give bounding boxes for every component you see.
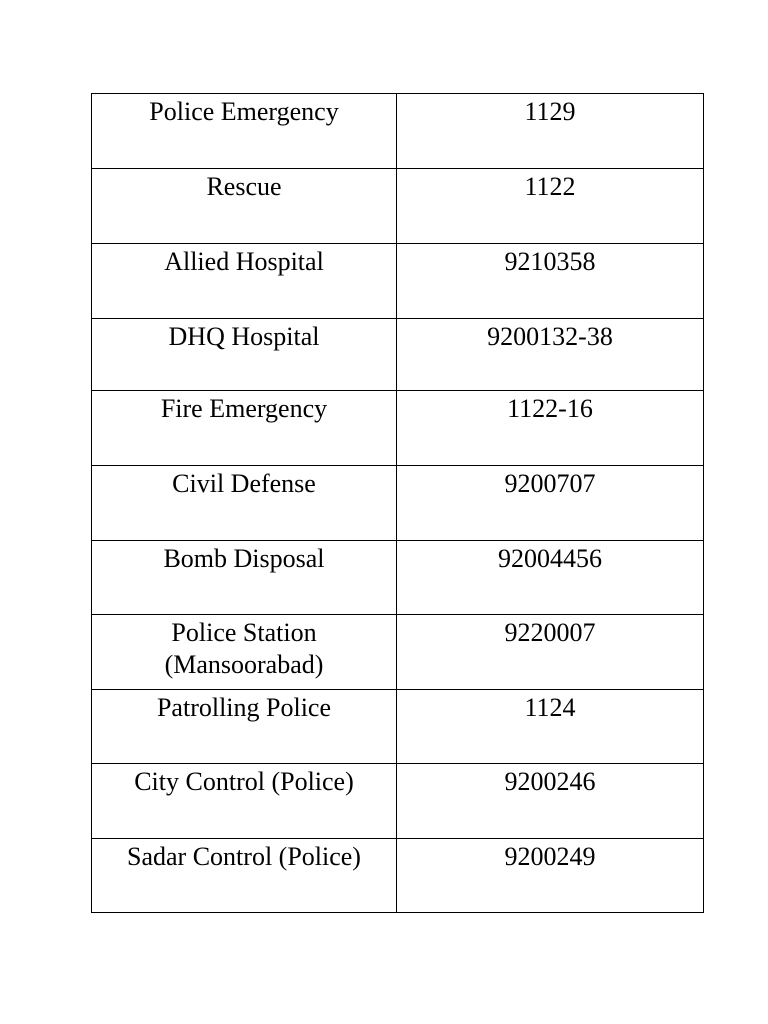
table-row (92, 169, 704, 244)
service-name-cell: DHQ Hospital (92, 319, 397, 391)
table-row (92, 391, 704, 466)
phone-number-cell: 92004456 (397, 541, 704, 615)
table-row (92, 764, 704, 839)
service-name-cell: Police Station (Mansoorabad) (92, 615, 397, 690)
service-name-cell: Civil Defense (92, 466, 397, 541)
phone-number-cell: 9220007 (397, 615, 704, 690)
phone-number-cell: 1129 (397, 94, 704, 169)
service-name-cell: Fire Emergency (92, 391, 397, 466)
service-name-cell: Rescue (92, 169, 397, 244)
service-name-cell: Police Emergency (92, 94, 397, 169)
phone-number-cell: 9200249 (397, 839, 704, 913)
table-row (92, 94, 704, 169)
service-name-cell: Bomb Disposal (92, 541, 397, 615)
service-name-cell: Allied Hospital (92, 244, 397, 319)
table-row (92, 690, 704, 764)
emergency-contacts-table (91, 93, 704, 913)
phone-number-cell: 9210358 (397, 244, 704, 319)
table-row (92, 466, 704, 541)
phone-number-cell: 9200707 (397, 466, 704, 541)
service-name-cell: Patrolling Police (92, 690, 397, 764)
table-row (92, 244, 704, 319)
phone-number-cell: 9200132-38 (397, 319, 704, 391)
table-row (92, 541, 704, 615)
service-name-cell: Sadar Control (Police) (92, 839, 397, 913)
table-row (92, 319, 704, 391)
table-row (92, 839, 704, 913)
phone-number-cell: 1122 (397, 169, 704, 244)
service-name-cell: City Control (Police) (92, 764, 397, 839)
phone-number-cell: 1124 (397, 690, 704, 764)
table-row (92, 615, 704, 690)
phone-number-cell: 9200246 (397, 764, 704, 839)
phone-number-cell: 1122-16 (397, 391, 704, 466)
